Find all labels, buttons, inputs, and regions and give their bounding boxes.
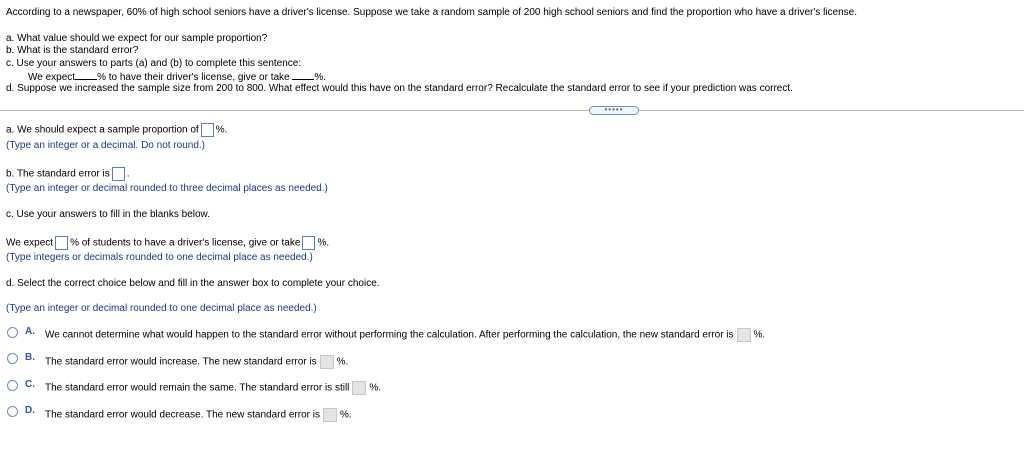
- option-c-suffix: %.: [369, 382, 382, 394]
- option-b-suffix: %.: [336, 356, 349, 368]
- option-b-input[interactable]: [320, 355, 334, 369]
- question-intro: According to a newspaper, 60% of high school seniors have a driver's license. Suppose we take a random sample of 200 high school seniors and find the proportion who have a driver's license.: [6, 7, 857, 18]
- option-c-input[interactable]: [352, 381, 366, 395]
- option-a-suffix: %.: [753, 329, 766, 341]
- question-part-c-sentence: [28, 70, 326, 84]
- answer-a-suffix: %.: [215, 124, 228, 136]
- answer-c-middle: % of students to have a driver's license, give or take: [70, 237, 301, 249]
- answer-c-hint: (Type integers or decimals rounded to one decimal place as needed.): [6, 252, 313, 263]
- blank-line: [75, 70, 97, 80]
- option-a-text: [45, 328, 765, 342]
- option-a-input[interactable]: [737, 328, 751, 342]
- answer-c-input-1[interactable]: [55, 236, 68, 250]
- answer-a: [6, 123, 227, 137]
- option-b-letter: B.: [25, 352, 35, 363]
- answer-c-prefix: We expect: [6, 237, 54, 249]
- option-c-label: The standard error would remain the same. The standard error is still: [45, 382, 350, 394]
- answer-b: [6, 167, 130, 181]
- answer-c: [6, 236, 329, 250]
- expand-toggle-button[interactable]: •••••: [589, 106, 639, 115]
- answer-b-prefix: b. The standard error is: [6, 168, 110, 180]
- option-b-text: [45, 355, 348, 369]
- answer-d-intro: d. Select the correct choice below and fill in the answer box to complete your choice.: [6, 278, 380, 289]
- option-d-label: The standard error would decrease. The new standard error is: [45, 409, 320, 421]
- option-c-text: [45, 381, 381, 395]
- answer-a-input[interactable]: [201, 123, 214, 137]
- option-c-radio[interactable]: [7, 380, 18, 391]
- option-b-label: The standard error would increase. The new standard error is: [45, 356, 317, 368]
- option-a-letter: A.: [25, 326, 35, 337]
- sentence-text-3: %.: [314, 72, 327, 83]
- blank-line: [292, 70, 314, 80]
- divider: [0, 110, 1024, 111]
- answer-b-suffix: .: [126, 168, 130, 180]
- question-part-a: a. What value should we expect for our sample proportion?: [6, 33, 268, 44]
- option-d-radio[interactable]: [7, 406, 18, 417]
- answer-a-prefix: a. We should expect a sample proportion of: [6, 124, 199, 136]
- option-a-radio[interactable]: [7, 327, 18, 338]
- option-d-text: [45, 408, 352, 422]
- option-d-input[interactable]: [323, 408, 337, 422]
- answer-b-hint: (Type an integer or decimal rounded to three decimal places as needed.): [6, 183, 328, 194]
- sentence-text-2: % to have their driver's license, give or take: [97, 72, 290, 83]
- option-d-suffix: %.: [339, 409, 352, 421]
- question-part-d: d. Suppose we increased the sample size from 200 to 800. What effect would this have on the standard error? Recalculate the standard error to see if your prediction was correct.: [6, 83, 793, 94]
- question-part-c: c. Use your answers to parts (a) and (b) to complete this sentence:: [6, 58, 302, 69]
- answer-c-suffix: %.: [317, 237, 330, 249]
- sentence-text-1: We expect: [28, 72, 76, 83]
- option-b-radio[interactable]: [7, 353, 18, 364]
- option-d-letter: D.: [25, 405, 35, 416]
- option-c-letter: C.: [25, 379, 35, 390]
- question-part-b: b. What is the standard error?: [6, 45, 139, 56]
- answer-c-intro: c. Use your answers to fill in the blanks below.: [6, 209, 210, 220]
- answer-c-input-2[interactable]: [302, 236, 315, 250]
- answer-a-hint: (Type an integer or a decimal. Do not round.): [6, 140, 205, 151]
- option-a-label: We cannot determine what would happen to the standard error without performing the calculation. After performing the calculation, the new standard error is: [45, 329, 734, 341]
- answer-d-hint: (Type an integer or decimal rounded to one decimal place as needed.): [6, 303, 317, 314]
- answer-b-input[interactable]: [112, 167, 125, 181]
